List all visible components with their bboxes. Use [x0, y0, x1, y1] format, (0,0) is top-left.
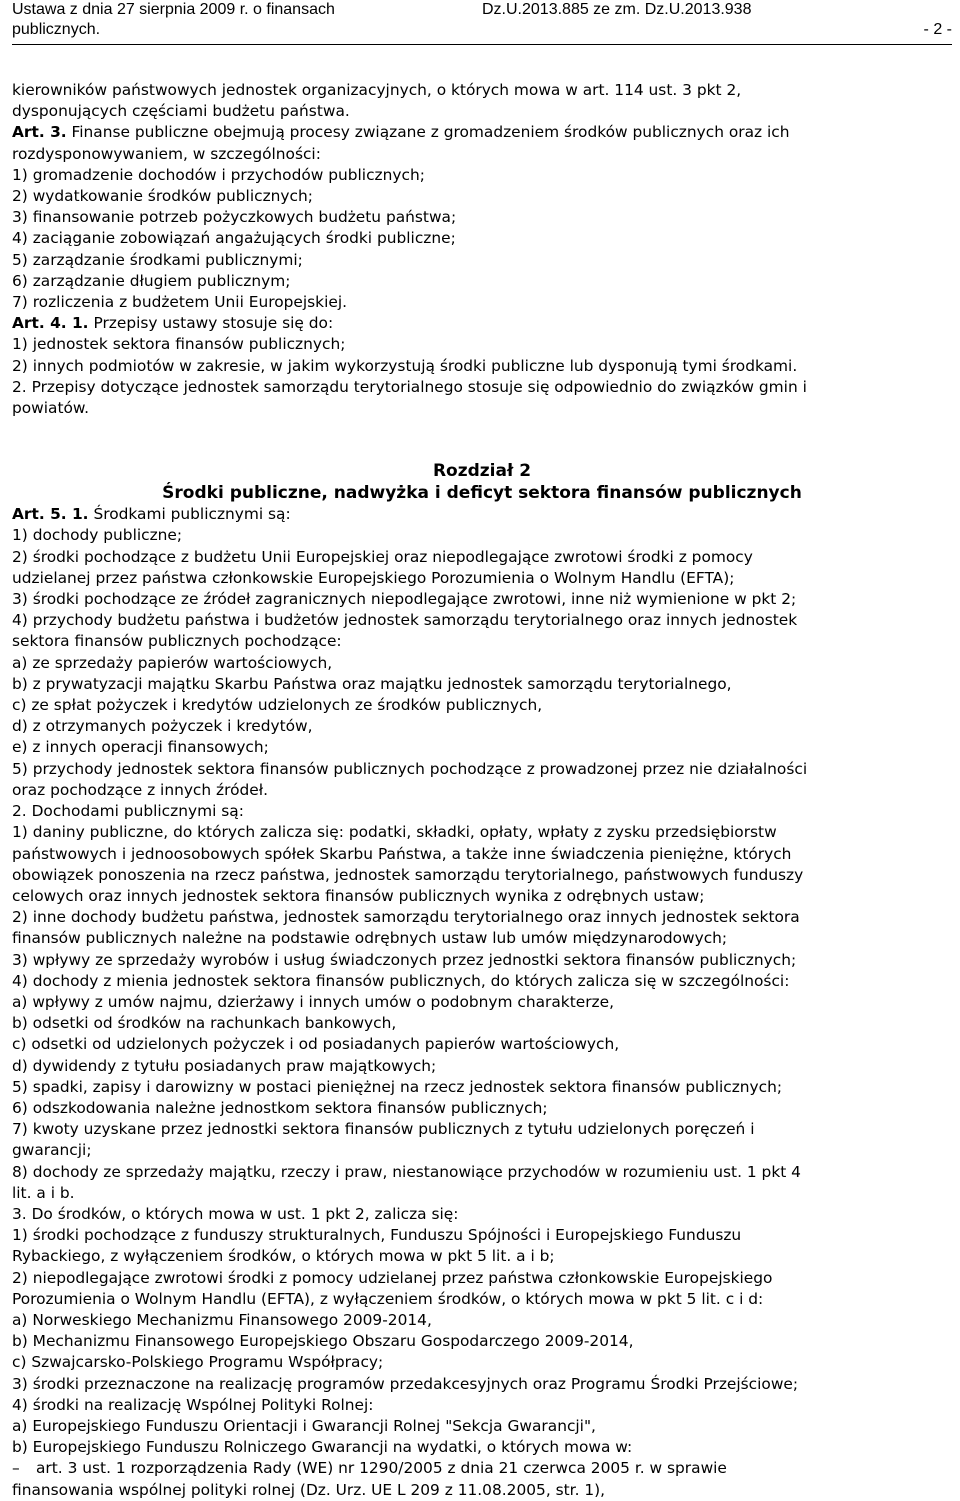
chapter-title: Rozdział 2 [432, 461, 532, 482]
text-line: państwowych i jednoosobowych spółek Skarbu Państwa, a także inne świadczenia pieniężne, których [12, 844, 792, 863]
dash-marker: – [12, 1459, 20, 1478]
list-item: 6) odszkodowania należne jednostkom sektora finansów publicznych; [12, 1098, 548, 1117]
list-item: d) z otrzymanych pożyczek i kredytów, [12, 717, 313, 736]
page-header [12, 0, 952, 56]
text-line: Rybackiego, z wyłączeniem środków, o których mowa w pkt 5 lit. a i b; [12, 1247, 555, 1266]
list-item: 2) innych podmiotów w zakresie, w jakim wykorzystują środki publiczne lub dysponują tymi środkami. [12, 356, 798, 375]
text-line: sektora finansów publicznych pochodzące: [12, 632, 342, 651]
list-item: 1) dochody publiczne; [12, 526, 183, 545]
list-item: a) ze sprzedaży papierów wartościowych, [12, 653, 333, 672]
list-item: 4) przychody budżetu państwa i budżetów jednostek samorządu terytorialnego oraz innych jednostek [12, 611, 798, 630]
text-line: rozdysponowywaniem, w szczególności: [12, 144, 321, 163]
text-line: Porozumienia o Wolnym Handlu (EFTA), z wyłączeniem środków, o których mowa w pkt 5 lit. c i d: [12, 1289, 764, 1308]
list-item: a) wpływy z umów najmu, dzierżawy i innych umów o podobnym charakterze, [12, 992, 614, 1011]
header-divider [12, 44, 952, 45]
text-line: oraz pochodzące z innych źródeł. [12, 780, 269, 799]
list-item: d) dywidendy z tytułu posiadanych praw majątkowych; [12, 1056, 437, 1075]
chapter-subtitle: Środki publiczne, nadwyżka i deficyt sektora finansów publicznych [162, 482, 802, 503]
text-line: finansów publicznych należne na podstawie odrębnych ustaw lub umów międzynarodowych; [12, 929, 728, 948]
list-item: 3) środki pochodzące ze źródeł zagranicznych niepodlegające zwrotowi, inne niż wymienione w pkt 2; [12, 590, 797, 609]
article-3 [12, 122, 952, 143]
list-item: b) z prywatyzacji majątku Skarbu Państwa oraz majątku jednostek samorządu terytorialnego, [12, 674, 732, 693]
article-label: Art. 4. 1. [12, 314, 89, 333]
list-item: a) Europejskiego Funduszu Orientacji i Gwarancji Rolnej "Sekcja Gwarancji", [12, 1416, 596, 1435]
list-item: 7) kwoty uzyskane przez jednostki sektora finansów publicznych z tytułu udzielonych poręczeń i [12, 1120, 755, 1139]
list-item: 4) zaciąganie zobowiązań angażujących środki publiczne; [12, 229, 456, 248]
list-item: 1) środki pochodzące z funduszy strukturalnych, Funduszu Spójności i Europejskiego Funduszu [12, 1226, 742, 1245]
text-line: 3. Do środków, o których mowa w ust. 1 pkt 2, zalicza się: [12, 1204, 459, 1223]
blank-line [12, 440, 952, 461]
text-line: Finanse publiczne obejmują procesy związane z gromadzeniem środków publicznych oraz ich [71, 123, 790, 142]
dash-item [12, 1458, 952, 1479]
text-line: dysponujących częściami budżetu państwa. [12, 102, 350, 121]
list-item: 3) środki przeznaczone na realizację programów przedakcesyjnych oraz Programu Środki Przejściowe; [12, 1374, 799, 1393]
text-line: Środkami publicznymi są: [93, 505, 291, 524]
document-body [12, 80, 952, 1501]
list-item: 2) środki pochodzące z budżetu Unii Europejskiej oraz niepodlegające zwrotowi środki z pomocy [12, 547, 753, 566]
text-line: 2. Dochodami publicznymi są: [12, 802, 244, 821]
list-item: 6) zarządzanie długiem publicznym; [12, 271, 291, 290]
list-item: c) Szwajcarsko-Polskiego Programu Współpracy; [12, 1353, 384, 1372]
article-5 [12, 504, 952, 525]
list-item: 1) gromadzenie dochodów i przychodów publicznych; [12, 165, 425, 184]
list-item: 5) przychody jednostek sektora finansów publicznych pochodzące z prowadzonej przez nie działalności [12, 759, 808, 778]
list-item: 3) finansowanie potrzeb pożyczkowych budżetu państwa; [12, 208, 457, 227]
list-item: a) Norweskiego Mechanizmu Finansowego 2009-2014, [12, 1310, 432, 1329]
text-line: celowych oraz innych jednostek sektora finansów publicznych wynika z odrębnych ustaw; [12, 886, 705, 905]
article-label: Art. 3. [12, 123, 67, 142]
text-line: art. 3 ust. 1 rozporządzenia Rady (WE) nr 1290/2005 z dnia 21 czerwca 2005 r. w sprawie [36, 1459, 727, 1478]
list-item: 5) zarządzanie środkami publicznymi; [12, 250, 303, 269]
text-line: gwarancji; [12, 1141, 92, 1160]
act-title: Ustawa z dnia 27 sierpnia 2009 r. o finansach publicznych. [12, 1, 335, 38]
text-line: obowiązek ponoszenia na rzecz państwa, jednostek samorządu terytorialnego, państwowych funduszy [12, 865, 804, 884]
page-number: - 2 - [923, 21, 952, 38]
text-line: 2. Przepisy dotyczące jednostek samorządu terytorialnego stosuje się odpowiednio do związków gmin i [12, 377, 807, 396]
list-item: b) Mechanizmu Finansowego Europejskiego Obszaru Gospodarczego 2009-2014, [12, 1332, 634, 1351]
list-item: 8) dochody ze sprzedaży majątku, rzeczy i praw, niestanowiące przychodów w rozumieniu ust. 1 pkt 4 [12, 1162, 801, 1181]
list-item: 7) rozliczenia z budżetem Unii Europejskiej. [12, 293, 347, 312]
list-item: 4) dochody z mienia jednostek sektora finansów publicznych, do których zalicza się w szczególności: [12, 971, 790, 990]
text-line: finansowania wspólnej polityki rolnej (Dz. Urz. UE L 209 z 11.08.2005, str. 1), [12, 1480, 606, 1499]
journal-reference: Dz.U.2013.885 ze zm. Dz.U.2013.938 [482, 1, 752, 18]
list-item: c) ze spłat pożyczek i kredytów udzielonych ze środków publicznych, [12, 696, 543, 715]
list-item: c) odsetki od udzielonych pożyczek i od posiadanych papierów wartościowych, [12, 1035, 620, 1054]
list-item: e) z innych operacji finansowych; [12, 738, 269, 757]
text-line: lit. a i b. [12, 1183, 75, 1202]
list-item: 5) spadki, zapisy i darowizny w postaci pieniężnej na rzecz jednostek sektora finansów publicznych; [12, 1077, 783, 1096]
article-label: Art. 5. 1. [12, 505, 89, 524]
list-item: 3) wpływy ze sprzedaży wyrobów i usług świadczonych przez jednostki sektora finansów publicznych; [12, 950, 797, 969]
article-4 [12, 313, 952, 334]
text-line: udzielanej przez państwa członkowskie Europejskiego Porozumienia o Wolnym Handlu (EFTA); [12, 568, 735, 587]
list-item: 2) niepodlegające zwrotowi środki z pomocy udzielanej przez państwa członkowskie Europejskiego [12, 1268, 773, 1287]
list-item: 2) inne dochody budżetu państwa, jednostek samorządu terytorialnego oraz innych jednostek sektora [12, 908, 800, 927]
list-item: 4) środki na realizację Wspólnej Polityki Rolnej: [12, 1395, 374, 1414]
text-line: Przepisy ustawy stosuje się do: [93, 314, 334, 333]
list-item: 1) jednostek sektora finansów publicznych; [12, 335, 346, 354]
list-item: 2) wydatkowanie środków publicznych; [12, 187, 313, 206]
list-item: b) odsetki od środków na rachunkach bankowych, [12, 1014, 397, 1033]
document-page [12, 0, 952, 1499]
blank-line [12, 419, 952, 440]
text-line: powiatów. [12, 399, 89, 418]
text-line: kierowników państwowych jednostek organizacyjnych, o których mowa w art. 114 ust. 3 pkt 2, [12, 81, 742, 99]
list-item: b) Europejskiego Funduszu Rolniczego Gwarancji na wydatki, o których mowa w: [12, 1438, 633, 1457]
list-item: 1) daniny publiczne, do których zalicza się: podatki, składki, opłaty, wpłaty z zysku przedsiębiorstw [12, 823, 777, 842]
